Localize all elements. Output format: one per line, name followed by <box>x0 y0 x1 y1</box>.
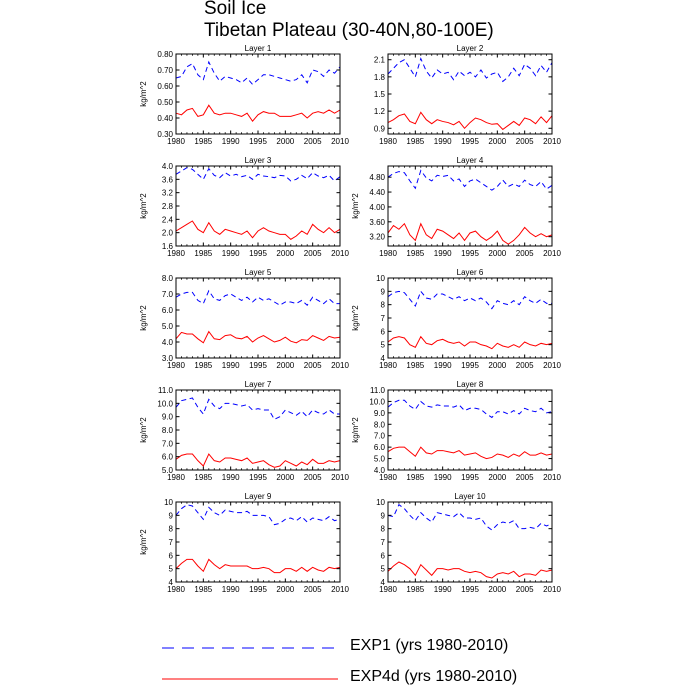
y-tick-label: 5 <box>168 564 173 574</box>
x-tick-label: 2010 <box>543 249 561 258</box>
y-tick-label: 6 <box>380 327 385 337</box>
x-tick-label: 1990 <box>433 137 452 146</box>
y-tick-label: 4 <box>380 354 385 363</box>
series-line-exp1 <box>176 398 340 419</box>
series-line-exp4d <box>388 224 552 244</box>
panel-layer-6 <box>351 268 561 370</box>
x-tick-label: 1995 <box>249 137 267 146</box>
x-tick-label: 1990 <box>433 249 452 258</box>
series-line-exp1 <box>388 505 552 530</box>
plot-frame <box>388 502 552 582</box>
x-tick-label: 1995 <box>461 361 479 370</box>
y-tick-label: 4.0 <box>161 338 173 347</box>
plot-frame <box>176 390 340 470</box>
y-tick-label: 0.80 <box>157 50 173 59</box>
series-line-exp4d <box>388 337 552 349</box>
y-tick-label: 7.0 <box>161 439 173 449</box>
panel-title: Layer 7 <box>244 380 272 389</box>
x-tick-label: 2010 <box>543 361 561 370</box>
y-tick-label: 10.0 <box>157 399 173 409</box>
series-line-exp1 <box>388 400 552 417</box>
x-tick-label: 1990 <box>221 249 240 258</box>
x-tick-label: 2010 <box>543 473 561 482</box>
panel-title: Layer 10 <box>454 492 486 501</box>
y-axis-label: kg/m^2 <box>139 529 148 555</box>
x-tick-label: 1985 <box>194 585 213 594</box>
panel-layer-1 <box>139 44 349 146</box>
plot-frame <box>176 166 340 246</box>
y-tick-label: 0.60 <box>157 82 173 91</box>
x-tick-label: 2000 <box>276 361 295 370</box>
y-tick-label: 2.0 <box>161 228 173 238</box>
y-tick-label: 2.8 <box>161 202 173 211</box>
series-line-exp4d <box>176 454 340 467</box>
x-tick-label: 1985 <box>194 137 213 146</box>
y-tick-label: 11.0 <box>370 386 385 395</box>
x-tick-label: 2000 <box>488 137 507 146</box>
y-tick-label: 3.6 <box>161 175 173 185</box>
series-line-exp1 <box>388 170 552 190</box>
y-tick-label: 4 <box>380 578 385 587</box>
y-tick-label: 5 <box>380 564 385 574</box>
y-tick-label: 4 <box>168 578 173 587</box>
y-tick-label: 2.1 <box>373 55 385 65</box>
y-tick-label: 7 <box>380 538 385 547</box>
y-tick-label: 8 <box>380 524 385 534</box>
x-tick-label: 1985 <box>194 361 213 370</box>
y-axis-label: kg/m^2 <box>139 305 148 331</box>
x-tick-label: 2005 <box>303 249 322 258</box>
y-axis-label: kg/m^2 <box>139 193 148 219</box>
x-tick-label: 1985 <box>194 473 213 482</box>
series-line-exp4d <box>176 332 340 343</box>
panel-title: Layer 2 <box>456 44 484 53</box>
panel-title: Layer 1 <box>244 44 272 53</box>
x-tick-label: 1980 <box>167 137 185 146</box>
x-tick-label: 2000 <box>488 249 507 258</box>
x-tick-label: 2005 <box>515 361 534 370</box>
panel-title: Layer 3 <box>244 156 272 165</box>
y-axis-label: kg/m^2 <box>139 81 148 107</box>
y-tick-label: 7.0 <box>161 290 173 299</box>
y-tick-label: 2.4 <box>161 215 173 225</box>
x-tick-label: 1980 <box>379 249 397 258</box>
y-tick-label: 0.70 <box>157 66 173 75</box>
x-tick-label: 2005 <box>303 137 322 146</box>
x-tick-label: 1990 <box>221 585 240 594</box>
plot-frame <box>176 502 340 582</box>
x-tick-label: 1995 <box>461 473 479 482</box>
y-tick-label: 8.0 <box>161 426 173 435</box>
panel-title: Layer 5 <box>244 268 272 277</box>
series-line-exp1 <box>176 505 340 525</box>
y-axis-label: kg/m^2 <box>351 193 360 219</box>
plot-frame <box>388 166 552 246</box>
y-tick-label: 4.0 <box>161 162 173 171</box>
y-tick-label: 0.9 <box>373 124 385 134</box>
y-tick-label: 10.0 <box>369 397 385 407</box>
panel-layer-8 <box>351 380 561 482</box>
y-tick-label: 9 <box>168 511 173 521</box>
panel-layer-7 <box>139 380 349 482</box>
plot-frame <box>176 54 340 134</box>
x-tick-label: 1980 <box>167 473 185 482</box>
y-tick-label: 6.0 <box>373 443 385 453</box>
figure-subtitle: Tibetan Plateau (30-40N,80-100E) <box>204 20 494 41</box>
legend-label-exp4d: EXP4d (yrs 1980-2010) <box>350 668 518 685</box>
legend-label-exp1: EXP1 (yrs 1980-2010) <box>350 637 509 654</box>
panel-layer-4 <box>351 156 561 258</box>
series-line-exp1 <box>176 168 340 181</box>
y-tick-label: 7 <box>168 538 173 547</box>
x-tick-label: 1995 <box>461 249 479 258</box>
series-line-exp1 <box>388 59 552 82</box>
y-tick-label: 9 <box>380 287 385 297</box>
x-tick-label: 2010 <box>331 473 349 482</box>
series-line-exp4d <box>388 447 552 458</box>
y-tick-label: 4.0 <box>373 466 385 475</box>
plot-frame <box>388 390 552 470</box>
series-line-exp4d <box>176 221 340 239</box>
x-tick-label: 2005 <box>515 137 534 146</box>
y-tick-label: 1.8 <box>373 72 385 82</box>
series-line-exp4d <box>388 112 552 129</box>
y-tick-label: 3.60 <box>369 217 385 227</box>
x-tick-label: 1985 <box>406 361 425 370</box>
y-tick-label: 3.20 <box>369 232 385 242</box>
series-line-exp1 <box>176 62 340 84</box>
x-tick-label: 1990 <box>221 361 240 370</box>
y-tick-label: 6.0 <box>161 306 173 315</box>
x-tick-label: 1985 <box>194 249 213 258</box>
x-tick-label: 1980 <box>167 585 185 594</box>
x-tick-label: 1990 <box>221 137 240 146</box>
y-tick-label: 8 <box>380 300 385 310</box>
x-tick-label: 2010 <box>331 361 349 370</box>
y-tick-label: 9.0 <box>161 412 173 422</box>
panel-layer-3 <box>139 156 349 258</box>
x-tick-label: 2005 <box>303 585 322 594</box>
x-tick-label: 2010 <box>331 137 349 146</box>
y-tick-label: 0.50 <box>157 98 173 107</box>
series-line-exp4d <box>388 562 552 578</box>
x-tick-label: 1985 <box>406 249 425 258</box>
x-tick-label: 2000 <box>276 137 295 146</box>
y-tick-label: 5.0 <box>161 466 173 475</box>
y-axis-label: kg/m^2 <box>351 417 360 443</box>
y-tick-label: 8.0 <box>373 420 385 430</box>
y-tick-label: 7 <box>380 314 385 323</box>
x-tick-label: 1980 <box>379 585 397 594</box>
y-tick-label: 10 <box>164 498 173 507</box>
panel-layer-10 <box>376 492 561 594</box>
y-tick-label: 11.0 <box>158 386 173 395</box>
panel-title: Layer 8 <box>456 380 484 389</box>
y-axis-label: kg/m^2 <box>139 417 148 443</box>
x-tick-label: 1995 <box>249 585 267 594</box>
y-tick-label: 10 <box>376 274 385 283</box>
x-tick-label: 2000 <box>488 585 507 594</box>
x-tick-label: 1980 <box>379 137 397 146</box>
y-tick-label: 0.40 <box>157 114 173 123</box>
x-tick-label: 1980 <box>167 249 185 258</box>
x-tick-label: 1990 <box>433 585 452 594</box>
panel-title: Layer 6 <box>456 268 484 277</box>
x-tick-label: 2005 <box>515 585 534 594</box>
x-tick-label: 1985 <box>406 585 425 594</box>
x-tick-label: 2010 <box>543 137 561 146</box>
x-tick-label: 1995 <box>249 473 267 482</box>
series-line-exp4d <box>176 105 340 121</box>
x-tick-label: 1980 <box>167 361 185 370</box>
x-tick-label: 1995 <box>249 361 267 370</box>
panel-layer-2 <box>374 44 562 146</box>
y-tick-label: 6 <box>168 551 173 561</box>
x-tick-label: 2010 <box>331 249 349 258</box>
y-tick-label: 6.0 <box>161 452 173 462</box>
panel-layer-9 <box>139 492 349 594</box>
y-tick-label: 10 <box>376 498 385 507</box>
x-tick-label: 2005 <box>515 249 534 258</box>
panel-layer-5 <box>139 268 349 370</box>
y-tick-label: 9 <box>380 511 385 521</box>
y-tick-label: 7.0 <box>373 431 385 441</box>
y-tick-label: 9.0 <box>373 408 385 418</box>
y-tick-label: 5 <box>380 340 385 350</box>
x-tick-label: 2010 <box>543 585 561 594</box>
x-tick-label: 2010 <box>331 585 349 594</box>
x-tick-label: 1990 <box>221 473 240 482</box>
x-tick-label: 1995 <box>461 585 479 594</box>
y-tick-label: 4.40 <box>369 188 385 198</box>
x-tick-label: 1990 <box>433 361 452 370</box>
x-tick-label: 1990 <box>433 473 452 482</box>
x-tick-label: 2000 <box>276 249 295 258</box>
x-tick-label: 2005 <box>303 361 322 370</box>
y-axis-label: kg/m^2 <box>351 305 360 331</box>
y-tick-label: 1.5 <box>373 90 385 99</box>
y-tick-label: 8 <box>168 524 173 534</box>
x-tick-label: 1980 <box>379 361 397 370</box>
x-tick-label: 2000 <box>488 473 507 482</box>
plot-frame <box>176 278 340 358</box>
x-tick-label: 1985 <box>406 473 425 482</box>
series-line-exp1 <box>176 291 340 305</box>
y-tick-label: 1.6 <box>161 242 173 251</box>
x-tick-label: 2005 <box>515 473 534 482</box>
x-tick-label: 1995 <box>461 137 479 146</box>
y-tick-label: 5.0 <box>373 454 385 464</box>
y-tick-label: 3.2 <box>161 188 173 198</box>
x-tick-label: 2000 <box>276 585 295 594</box>
x-tick-label: 1995 <box>249 249 267 258</box>
y-tick-label: 8.0 <box>161 274 173 283</box>
panel-title: Layer 9 <box>244 492 272 501</box>
figure-title: Soil Ice <box>204 0 267 19</box>
y-tick-label: 4.80 <box>369 173 385 183</box>
y-tick-label: 1.2 <box>373 107 385 117</box>
y-tick-label: 5.0 <box>161 322 173 331</box>
y-tick-label: 4.00 <box>369 202 385 212</box>
x-tick-label: 1985 <box>406 137 425 146</box>
x-tick-label: 2005 <box>303 473 322 482</box>
y-tick-label: 0.30 <box>157 130 173 139</box>
x-tick-label: 2000 <box>488 361 507 370</box>
y-tick-label: 6 <box>380 551 385 561</box>
series-line-exp4d <box>176 559 340 572</box>
y-tick-label: 3.0 <box>161 354 173 363</box>
x-tick-label: 1980 <box>379 473 397 482</box>
x-tick-label: 2000 <box>276 473 295 482</box>
series-line-exp1 <box>388 291 552 308</box>
panel-title: Layer 4 <box>456 156 484 165</box>
